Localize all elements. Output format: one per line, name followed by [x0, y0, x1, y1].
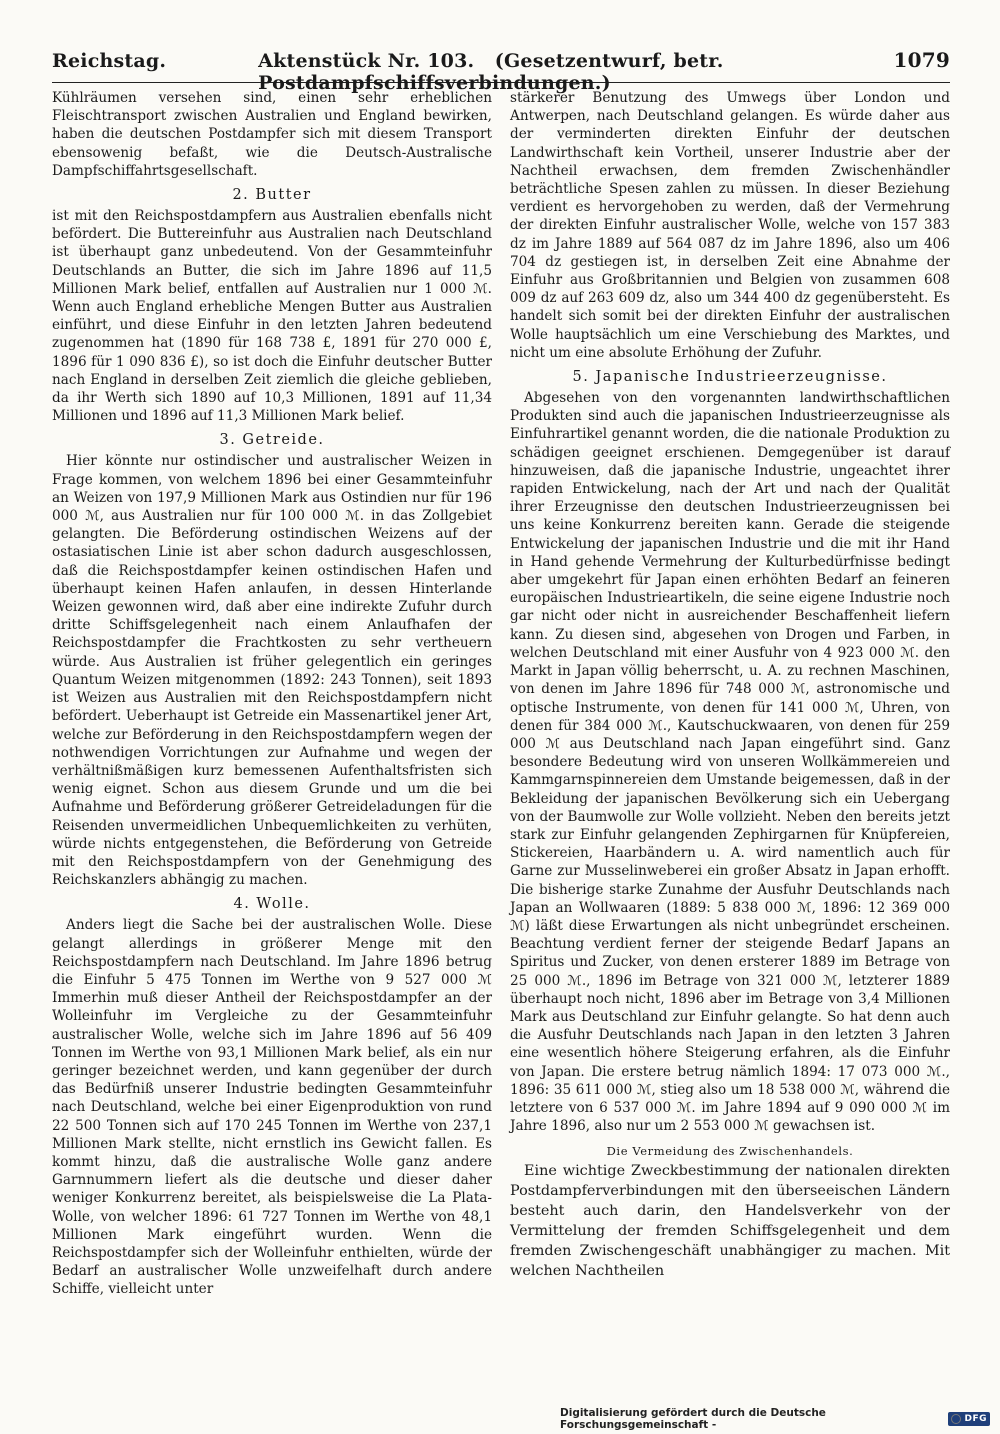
document-page [52, 48, 950, 1378]
header-subtitle: (Gesetzentwurf, betr. Postdampfschiffsverbindungen.) [258, 50, 724, 94]
header-section: Reichstag. [52, 50, 167, 72]
dfg-logo-text: DFG [964, 1414, 987, 1424]
digitization-footer [560, 1407, 990, 1431]
text-columns [52, 89, 950, 1299]
page-number: 1079 [893, 48, 950, 72]
heading-japan: 5. Japanische Industrieerzeugnisse. [572, 369, 888, 386]
paragraph-japan: Abgesehen von den vorgenannten landwirthschaftlichen Produkten sind auch die japanischen Industrieerzeugnisse als Einfuhrartikel genannt worden, die die nationale Produktion zu schädigen geeignet erschienen. Demgegenüber ist darauf hinzuweisen, daß die japanische Industrie, ungeachtet ihrer rapiden Entwickelung, nach der Art und nach der Qualität ihrer Erzeugnisse den deutschen Industrieerzeugnissen bei uns keine Konkurrenz bereiten kann. Gerade die steigende Entwickelung der japanischen Industrie und die mit ihr Hand in Hand gehende Vermehrung der Kulturbedürfnisse bedingt aber umgekehrt für Japan einen erhöhten Bedarf an feineren europäischen Industrieartikeln, die seine eigene Industrie noch gar nicht oder nicht in ausreichender Beschaffenheit liefern kann. Zu diesen sind, abgesehen von Drogen und Farben, in welchen Deutschland mit einer Ausfuhr von 4 923 000 ℳ. den Markt in Japan völlig beherrscht, u. A. zu rechnen Maschinen, von denen im Jahre 1896 für 748 000 ℳ, astronomische und optische Instrumente, von denen für 141 000 ℳ, Uhren, von denen für 384 000 ℳ., Kautschuckwaaren, von denen für 259 000 ℳ aus Deutschland nach Japan eingeführt sind. Ganz besondere Bedeutung wird von unseren Wollkämmereien und Kammgarnspinnereien dem Umstande beigemessen, daß in der Bekleidung der japanischen Bevölkerung sich ein Uebergang von der Baumwolle zur Wolle vollzieht. Neben den bereits jetzt stark zur Einfuhr gelangenden Zephirgarnen für Knüpfereien, Stickereien, Haarbändern u. A. wird namentlich auch für Garne zur Musselinweberei ein großer Absatz in Japan erhofft. Die bisherige starke Zunahme der Ausfuhr Deutschlands nach Japan an Wollwaaren (1889: 5 838 000 ℳ, 1896: 12 369 000 ℳ) läßt diese Erwartungen als nicht unbegründet erscheinen. Beachtung verdient ferner der steigende Bedarf Japans an Spiritus und Zucker, von denen ersterer 1889 im Betrage von 25 000 ℳ., 1896 im Betrage von 321 000 ℳ, letzterer 1889 überhaupt noch nicht, 1896 aber im Betrage von 3,4 Millionen Mark aus Deutschland zur Einfuhr gelangte. So hat denn auch die Ausfuhr Deutschlands nach Japan in den letzten 3 Jahren eine wesentlich höhere Steigerung erfahren, als die Einfuhr von Japan. Die erstere betrug nämlich 1894: 17 073 000 ℳ., 1896: 35 611 000 ℳ, stieg also um 18 538 000 ℳ, während die letztere von 6 537 000 ℳ. im Jahre 1894 auf 9 090 000 ℳ im Jahre 1896, also nur um 2 553 000 ℳ gewachsen ist. [510, 390, 950, 1135]
paragraph-getreide: Hier könnte nur ostindischer und australischer Weizen in Frage kommen, von welchem 1896 bei einer Gesammteinfuhr an Weizen von 197,9 Millionen Mark aus Ostindien nur für 196 000 ℳ, aus Australien nur für 100 000 ℳ. in das Zollgebiet gelangten. Die Beförderung ostindischen Weizens auf der ostasiatischen Linie ist aber schon dadurch ausgeschlossen, daß die Reichspostdampfer keinen ostindischen Hafen und überhaupt keinen Hafen anlaufen, in dessen Hinterlande Weizen gewonnen wird, daß aber eine indirekte Zufuhr durch dritte Schiffsgelegenheit nach einem Anlaufhafen der Reichspostdampfer die Frachtkosten zu sehr vertheuern würde. Aus Australien ist früher gelegentlich ein geringes Quantum Weizen mitgenommen (1892: 243 Tonnen), seit 1893 ist Weizen aus Australien mit den Reichspostdampfern nicht befördert. Ueberhaupt ist Getreide ein Massenartikel jener Art, welche zur Beförderung in den Reichspostdampfern wegen der nothwendigen Vorrichtungen zur Aufnahme und wegen der verhältnißmäßigen kurz bemessenen Aufenthaltsfristen sich wenig eignet. Schon aus diesem Grunde und um die bei Aufnahme und Beförderung größerer Getreideladungen für die Reisenden unvermeidlichen Unbequemlichkeiten zu verhüten, würde nichts entgegenstehen, die Beförderung von Getreide mit den Reichspostdampfern von der Genehmigung des Reichskanzlers abhängig zu machen. [52, 453, 492, 889]
paragraph-wolle: Anders liegt die Sache bei der australischen Wolle. Diese gelangt allerdings in größerer Menge mit den Reichspostdampfern nach Deutschland. Im Jahre 1896 betrug die Einfuhr 5 475 Tonnen im Werthe von 9 527 000 ℳ Immerhin muß dieser Antheil der Reichspostdampfer an der Wolleinfuhr im Vergleiche zu der Gesammteinfuhr australischer Wolle, welche sich im Jahre 1896 auf 56 409 Tonnen im Werthe von 93,1 Millionen Mark belief, als ein nur geringer bezeichnet werden, und kann gegenüber der durch das Bedürfniß unserer Industrie bedingten Gesammteinfuhr nach Deutschland, welche bei einer Eigenproduktion von rund 22 500 Tonnen sich auf 170 245 Tonnen im Werthe von 237,1 Millionen Mark stellte, nicht ernstlich ins Gewicht fallen. Es kommt hinzu, daß die australische Wolle ganz andere Garnnummern liefert als die deutsche und dieser daher weniger Konkurrenz bereitet, als beispielsweise die La Plata-Wolle, von welcher 1896: 61 727 Tonnen im Werthe von 48,1 Millionen Mark eingeführt wurden. Wenn die Reichspostdampfer sich der Wolleinfuhr enthielten, würde der Bedarf an australischer Wolle unzweifelhaft durch andere Schiffe, vielleicht unter [52, 917, 492, 1298]
heading-zwischenhandel: Die Vermeidung des Zwischenhandels. [606, 1144, 854, 1159]
paragraph-continuation: stärkerer Benutzung des Umwegs über London und Antwerpen, nach Deutschland gelangen. Es würde daher aus der verminderten direkten Einfuhr der deutschen Landwirthschaft kein Vortheil, unserer Industrie aber der Nachtheil erwachsen, dem fremden Zwischenhändler beträchtliche Spesen zahlen zu müssen. In dieser Beziehung verdient es hervorgehoben zu werden, daß der Vermehrung der direkten Einfuhr australischer Wolle, welche von 157 383 dz im Jahre 1889 auf 564 087 dz im Jahre 1896, also um 406 704 dz gestiegen ist, in derselben Zeit eine Abnahme der Einfuhr aus Großbritannien und Belgien von zusammen 608 009 dz auf 263 609 dz, also um 344 400 dz gegenübersteht. Es handelt sich somit bei der direkten Einfuhr der australischen Wolle hauptsächlich um eine Verschiebung des Marktes, und nicht um eine absolute Erhöhung der Zufuhr. [510, 90, 950, 361]
paragraph-zwischenhandel: Eine wichtige Zweckbestimmung der nationalen direkten Postdampferverbindungen mit den überseeischen Ländern besteht auch darin, den Handelsverkehr von der Vermittelung der fremden Schiffsgelegenheit und dem fremden Zwischengeschäft unabhängiger zu machen. Mit welchen Nachtheilen [510, 1163, 950, 1280]
heading-wolle: 4. Wolle. [233, 896, 311, 913]
heading-getreide: 3. Getreide. [219, 432, 325, 449]
paragraph-butter: ist mit den Reichspostdampfern aus Australien ebenfalls nicht befördert. Die Buttereinfuhr aus Australien nach Deutschland ist überhaupt ganz unbedeutend. Von der Gesammteinfuhr Deutschlands an Butter, die sich im Jahre 1896 auf 11,5 Millionen Mark belief, entfallen auf Australien nur 1 000 ℳ. Wenn auch England erhebliche Mengen Butter aus Australien einführt, und diese Einfuhr in den letzten Jahren bedeutend zugenommen hat (1890 für 168 738 £, 1891 für 270 000 £, 1896 für 1 090 836 £), so ist doch die Einfuhr deutscher Butter nach England in derselben Zeit ziemlich die gleiche geblieben, da ihr Werth sich 1890 auf 10,3 Millionen, 1891 auf 11,34 Millionen und 1896 auf 11,3 Millionen Mark belief. [52, 208, 492, 425]
paragraph-intro: Kühlräumen versehen sind, einen sehr erheblichen Fleischtransport zwischen Australien und England bewirken, haben die deutschen Postdampfer sich mit diesem Transport ebensowenig befaßt, wie die Deutsch-Australische Dampfschiffahrtsgesellschaft. [52, 90, 492, 179]
running-head [52, 48, 950, 94]
footer-text: Digitalisierung gefördert durch die Deutsche Forschungsgemeinschaft - [560, 1407, 826, 1431]
left-column [52, 89, 492, 1299]
header-title-group [166, 50, 893, 94]
right-column [510, 89, 950, 1299]
dfg-logo-icon [948, 1412, 990, 1426]
dfg-seal-icon [951, 1414, 961, 1424]
header-title: Aktenstück Nr. 103. [258, 50, 475, 72]
heading-butter: 2. Butter [232, 187, 312, 204]
